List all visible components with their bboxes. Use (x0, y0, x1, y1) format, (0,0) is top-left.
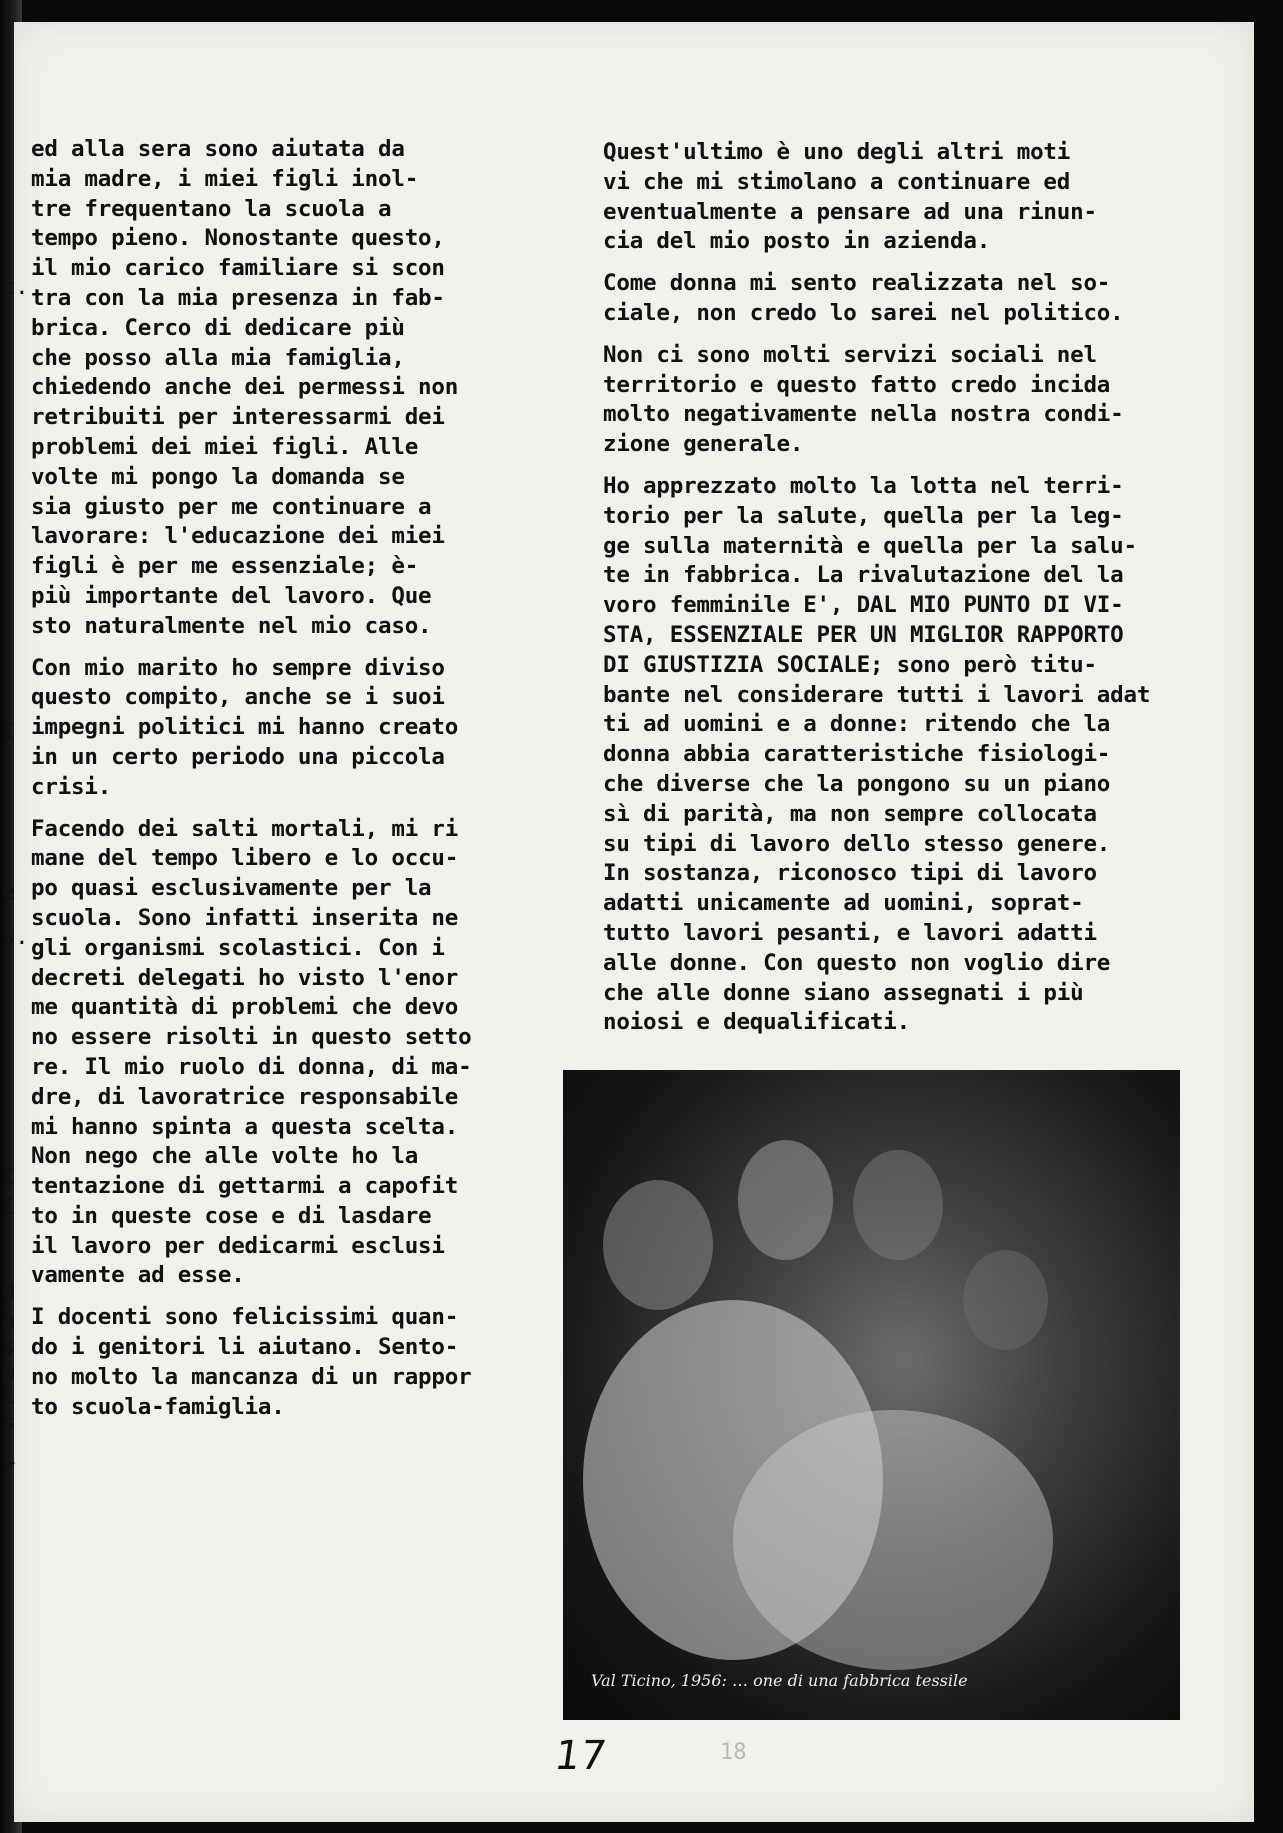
text-line: noiosi e dequalificati. (603, 1009, 910, 1036)
text-line: dre, di lavoratrice responsabile (31, 1083, 459, 1110)
text-line: in un certo periodo una piccola (31, 743, 445, 770)
bleed-through-number: 18 (720, 1740, 747, 1765)
paragraph (603, 269, 1150, 329)
margin-bleed-through (0, 0, 28, 1833)
text-line: sì di parità, ma non sempre collocata (603, 800, 1097, 827)
text-line: ti ad uomini e a donne: ritendo che la (603, 711, 1111, 738)
text-line: mane del tempo libero e lo occu- (31, 845, 459, 872)
text-line: territorio e questo fatto credo incida (603, 371, 1111, 398)
photo-women-textile-factory (563, 1070, 1180, 1720)
text-line: I docenti sono felicissimi quan- (31, 1304, 459, 1331)
text-line: torio per la salute, quella per la leg- (603, 502, 1124, 529)
margin-mark: d (2, 1280, 16, 1305)
text-line: Quest'ultimo è uno degli altri moti (603, 139, 1071, 165)
text-line: che posso alla mia famiglia, (31, 344, 405, 371)
margin-mark: I (2, 1195, 16, 1220)
text-line: molto negativamente nella nostra condi- (603, 401, 1124, 428)
text-line: lavorare: l'educazione dei miei (31, 523, 445, 550)
text-line: chiedendo anche dei permessi non (31, 374, 459, 401)
text-line: mia madre, i miei figli inol- (31, 165, 419, 192)
text-line: voro femminile E', DAL MIO PUNTO DI VI- (603, 592, 1124, 619)
text-line: tre frequentano la scuola a (31, 195, 392, 222)
paragraph (31, 815, 471, 1292)
text-line: ed alla sera sono aiutata da (31, 136, 405, 162)
paragraph (31, 135, 471, 642)
text-line: su tipi di lavoro dello stesso genere. (603, 830, 1111, 857)
margin-mark: r (2, 1455, 16, 1480)
photo-face (603, 1180, 713, 1310)
text-line: vamente ad esse. (31, 1262, 245, 1289)
text-line: bante nel considerare tutti i lavori adat (603, 681, 1151, 708)
margin-mark: c. (2, 275, 29, 300)
text-line: scuola. Sono infatti inserita ne (31, 904, 459, 931)
photo-face (963, 1250, 1048, 1350)
text-line: questo compito, anche se i suoi (31, 684, 445, 711)
text-line: che diverse che la pongono su un piano (603, 770, 1111, 797)
page-number: 17 (551, 1733, 610, 1779)
text-line: DI GIUSTIZIA SOCIALE; sono però titu- (603, 651, 1097, 678)
text-line: figli è per me essenziale; è- (31, 553, 419, 580)
text-line: il lavoro per dedicarmi esclusi (31, 1232, 445, 1259)
text-line: adatti unicamente ad uomini, soprat- (603, 890, 1084, 917)
text-line: In sostanza, riconosco tipi di lavoro (603, 860, 1097, 887)
margin-mark: s. (2, 925, 29, 950)
text-line: tentazione di gettarmi a capofit (31, 1173, 459, 1200)
margin-mark: s (2, 1410, 16, 1435)
text-line: ciale, non credo lo sarei nel politico. (603, 299, 1124, 326)
text-line: volte mi pongo la domanda se (31, 463, 405, 490)
text-line: mi hanno spinta a questa scelta. (31, 1113, 459, 1140)
photo-dress (733, 1410, 1053, 1670)
margin-mark: s (2, 1335, 16, 1360)
text-line: Come donna mi sento realizzata nel so- (603, 270, 1111, 297)
text-line: più importante del lavoro. Que (31, 582, 432, 609)
text-line: brica. Cerco di dedicare più (31, 314, 405, 341)
text-line: retribuiti per interessarmi dei (31, 404, 445, 431)
right-text-column (603, 138, 1150, 1050)
paragraph (31, 654, 471, 803)
photo-face (853, 1150, 943, 1260)
paragraph (603, 138, 1150, 257)
margin-mark: p (2, 1360, 16, 1385)
text-line: che alle donne siano assegnati i più (603, 979, 1084, 1006)
text-line: Con mio marito ho sempre diviso (31, 654, 445, 681)
text-line: gli organismi scolastici. Con i (31, 934, 445, 961)
margin-mark: o (2, 1310, 16, 1335)
paragraph (31, 1303, 471, 1422)
text-line: po quasi esclusivamente per la (31, 875, 432, 902)
photo-face (738, 1140, 833, 1260)
text-line: tempo pieno. Nonostante questo, (31, 225, 445, 252)
text-line: crisi. (31, 773, 112, 800)
text-line: STA, ESSENZIALE PER UN MIGLIOR RAPPORTO (603, 621, 1124, 648)
text-line: ge sulla maternità e quella per la salu- (603, 532, 1137, 559)
text-line: sia giusto per me continuare a (31, 493, 432, 520)
text-line: te in fabbrica. La rivalutazione del la (603, 562, 1124, 589)
text-line: vi che mi stimolano a continuare ed (603, 168, 1071, 195)
text-line: tra con la mia presenza in fab- (31, 284, 445, 311)
text-line: sto naturalmente nel mio caso. (31, 612, 432, 639)
left-text-column (31, 135, 471, 1434)
text-line: to in queste cose e di lasdare (31, 1202, 432, 1229)
text-line: Facendo dei salti mortali, mi ri (31, 815, 459, 842)
paragraph (603, 341, 1150, 460)
text-line: alle donne. Con questo non voglio dire (603, 949, 1111, 976)
text-line: Non nego che alle volte ho la (31, 1143, 419, 1170)
text-line: problemi dei miei figli. Alle (31, 433, 419, 460)
photo-caption: Val Ticino, 1956: … one di una fabbrica tessile (591, 1671, 968, 1690)
text-line: Non ci sono molti servizi sociali nel (603, 341, 1097, 368)
text-line: Ho apprezzato molto la lotta nel terri- (603, 472, 1124, 499)
text-line: to scuola-famiglia. (31, 1393, 285, 1420)
text-line: no molto la mancanza di un rappor (31, 1363, 472, 1390)
text-line: decreti delegati ho visto l'enor (31, 964, 459, 991)
margin-mark: e (2, 880, 16, 905)
text-line: donna abbia caratteristiche fisiologi- (603, 741, 1111, 768)
text-line: do i genitori li aiutano. Sento- (31, 1334, 459, 1361)
margin-mark: I (2, 720, 16, 745)
text-line: impegni politici mi hanno creato (31, 714, 459, 741)
paragraph (603, 472, 1150, 1038)
text-line: zione generale. (603, 431, 804, 458)
text-line: me quantità di problemi che devo (31, 994, 459, 1021)
margin-mark: I (2, 1165, 16, 1190)
text-line: il mio carico familiare si scon (31, 255, 445, 282)
text-line: eventualmente a pensare ad una rinun- (603, 198, 1097, 225)
margin-mark: l (2, 1385, 16, 1410)
text-line: re. Il mio ruolo di donna, di ma- (31, 1053, 472, 1080)
text-line: cia del mio posto in azienda. (603, 228, 991, 255)
text-line: no essere risolti in questo setto (31, 1024, 472, 1051)
text-line: tutto lavori pesanti, e lavori adatti (603, 919, 1097, 946)
